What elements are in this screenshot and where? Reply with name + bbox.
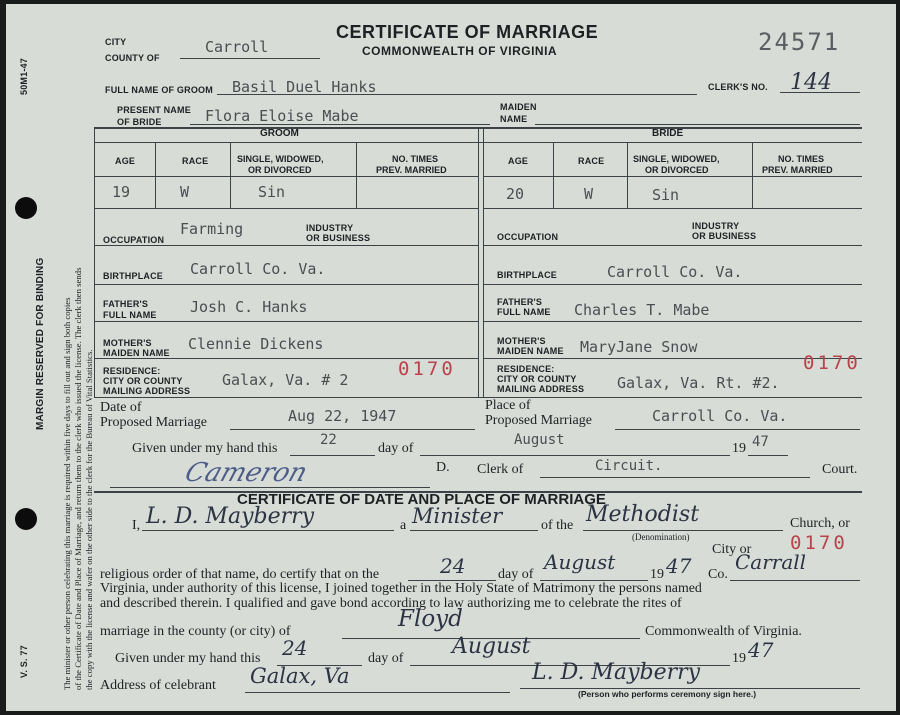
maiden-label-2: NAME bbox=[500, 114, 528, 124]
maiden-label-1: MAIDEN bbox=[500, 102, 537, 112]
officiant-denomination-line bbox=[583, 530, 783, 531]
co-label: Co. bbox=[708, 567, 728, 582]
bride-header-line bbox=[483, 176, 862, 177]
groom-col-age: AGE bbox=[115, 156, 136, 166]
side-instruction-2: of the Certificate of Date and Place of Marriage, and return them to the clerk who issued the license. The clerk then sends bbox=[73, 267, 83, 690]
bride-col-race: RACE bbox=[578, 156, 605, 166]
bride-race: W bbox=[584, 185, 594, 203]
section-label-line bbox=[94, 142, 862, 143]
officiant-given-text: Given under my hand this bbox=[115, 651, 261, 666]
groom-status: Sin bbox=[258, 183, 286, 201]
groom-occupation-label: OCCUPATION bbox=[103, 235, 165, 245]
table-center-divider-2 bbox=[483, 127, 484, 397]
clerk-of-label: Clerk of bbox=[477, 462, 524, 477]
city-label: CITY bbox=[105, 37, 127, 47]
proposed-place: Carroll Co. Va. bbox=[652, 407, 788, 425]
groom-birthplace-line bbox=[94, 284, 478, 285]
bride-residence-label-3: MAILING ADDRESS bbox=[497, 384, 585, 394]
sign-here-note: (Person who performs ceremony sign here.) bbox=[578, 689, 757, 699]
side-instruction-1: The minister or other person celebrating this marriage is required within five days to fill out and sign both copies bbox=[62, 297, 72, 690]
groom-industry-label-1: INDUSTRY bbox=[306, 223, 354, 233]
proposed-place-label-1: Place of bbox=[485, 398, 531, 413]
officiant-given-day: 24 bbox=[282, 636, 308, 660]
clerks-no-value: 144 bbox=[790, 70, 832, 95]
officiant-role: Minister bbox=[412, 504, 503, 528]
proposed-place-label-2: Proposed Marriage bbox=[485, 413, 592, 428]
groom-name-value: Basil Duel Hanks bbox=[232, 78, 377, 96]
bride-col-times-2: PREV. MARRIED bbox=[762, 165, 833, 175]
bride-section-label: BRIDE bbox=[652, 128, 684, 139]
bride-father-label-2: FULL NAME bbox=[497, 307, 551, 317]
groom-residence-label-3: MAILING ADDRESS bbox=[103, 386, 191, 396]
officiant-denomination: Methodist bbox=[586, 502, 700, 527]
groom-col-div-1 bbox=[155, 142, 156, 208]
city-or-label: City or bbox=[712, 542, 752, 557]
groom-values-line bbox=[94, 208, 478, 209]
groom-birthplace: Carroll Co. Va. bbox=[190, 260, 326, 278]
binding-hole-top bbox=[15, 197, 37, 219]
denomination-label: (Denomination) bbox=[632, 532, 690, 542]
bride-col-div-3 bbox=[752, 142, 753, 208]
bride-birthplace: Carroll Co. Va. bbox=[607, 263, 743, 281]
officiant-name-line bbox=[142, 530, 394, 531]
officiant-section-title: CERTIFICATE OF DATE AND PLACE OF MARRIAGE bbox=[237, 491, 606, 508]
groom-name-label: FULL NAME OF GROOM bbox=[105, 85, 213, 95]
celebrant-address: Galax, Va bbox=[250, 664, 350, 688]
bride-col-div-1 bbox=[553, 142, 554, 208]
margin-note: MARGIN RESERVED FOR BINDING bbox=[35, 257, 46, 430]
table-left-edge bbox=[94, 127, 95, 397]
address-line bbox=[245, 692, 510, 693]
qualified-text: and described therein. I qualified and gave bond according to law authorizing me to celebrate the rites of bbox=[100, 596, 682, 611]
bride-father: Charles T. Mabe bbox=[574, 301, 710, 319]
groom-age: 19 bbox=[112, 183, 131, 201]
officiant-county-line bbox=[730, 580, 860, 581]
officiant-of-the: of the bbox=[541, 518, 574, 533]
given-day-of: day of bbox=[378, 441, 414, 456]
proposed-place-line bbox=[615, 429, 860, 430]
groom-col-status-1: SINGLE, WIDOWED, bbox=[237, 154, 324, 164]
groom-father-line bbox=[94, 321, 478, 322]
groom-father: Josh C. Hanks bbox=[190, 298, 308, 316]
clerk-suffix: D. bbox=[436, 460, 450, 475]
officiant-given-year: 47 bbox=[748, 638, 774, 662]
clerk-signature-line bbox=[110, 487, 430, 488]
bride-mother-label-2: MAIDEN NAME bbox=[497, 346, 564, 356]
bride-mother-label-1: MOTHER'S bbox=[497, 336, 546, 346]
given-month-line bbox=[420, 455, 730, 456]
groom-birthplace-label: BIRTHPLACE bbox=[103, 271, 163, 281]
officiant-given-day-of: day of bbox=[368, 651, 404, 666]
groom-occupation-line bbox=[94, 245, 478, 246]
officiant-day-of: day of bbox=[498, 567, 534, 582]
officiant-stamp-number: 0170 bbox=[790, 532, 848, 554]
bride-father-label-1: FATHER'S bbox=[497, 297, 543, 307]
groom-father-label-2: FULL NAME bbox=[103, 310, 157, 320]
groom-mother: Clennie Dickens bbox=[188, 335, 324, 353]
given-text: Given under my hand this bbox=[132, 441, 278, 456]
certificate-number: 24571 bbox=[758, 28, 841, 56]
groom-col-div-3 bbox=[356, 142, 357, 208]
groom-col-div-2 bbox=[230, 142, 231, 208]
groom-col-times-1: NO. TIMES bbox=[392, 154, 439, 164]
clerk-signature: Cameron bbox=[181, 458, 312, 488]
officiant-month: August bbox=[544, 550, 616, 574]
bride-birthplace-label: BIRTHPLACE bbox=[497, 270, 557, 280]
bride-stamp-number: 0170 bbox=[803, 352, 861, 374]
officiant-day: 24 bbox=[440, 554, 466, 578]
certificate-title: CERTIFICATE OF MARRIAGE bbox=[336, 22, 599, 42]
groom-col-times-2: PREV. MARRIED bbox=[376, 165, 447, 175]
officiant-county: Carrall bbox=[735, 550, 807, 574]
proposed-date-line bbox=[230, 429, 475, 430]
officiant-year: 47 bbox=[666, 554, 692, 578]
groom-section-label: GROOM bbox=[260, 128, 299, 139]
bride-residence-label-2: CITY OR COUNTY bbox=[497, 374, 577, 384]
bride-col-times-1: NO. TIMES bbox=[778, 154, 825, 164]
bride-status: Sin bbox=[652, 186, 680, 204]
bride-col-status-2: OR DIVORCED bbox=[645, 165, 709, 175]
bride-values-line bbox=[483, 208, 862, 209]
county-value: Carroll bbox=[205, 38, 269, 56]
binding-hole-bottom bbox=[15, 508, 37, 530]
bride-name-label-2: OF BRIDE bbox=[117, 117, 162, 127]
maiden-line bbox=[535, 124, 860, 125]
officiant-given-year-prefix: 19 bbox=[732, 651, 746, 666]
county-line bbox=[180, 58, 320, 59]
bride-name-value: Flora Eloise Mabe bbox=[205, 107, 359, 125]
certificate-subtitle: COMMONWEALTH OF VIRGINIA bbox=[362, 44, 558, 58]
marriage-county: Floyd bbox=[398, 606, 463, 632]
bride-birthplace-line bbox=[483, 284, 862, 285]
groom-mother-label-1: MOTHER'S bbox=[103, 338, 152, 348]
groom-mother-label-2: MAIDEN NAME bbox=[103, 348, 170, 358]
clerk-court-value: Circuit. bbox=[595, 458, 663, 474]
given-year-line bbox=[748, 455, 788, 456]
officiant-a-label: a bbox=[400, 518, 407, 533]
officiant-year-prefix: 19 bbox=[650, 567, 664, 582]
court-label: Court. bbox=[822, 462, 858, 477]
groom-residence-label-2: CITY OR COUNTY bbox=[103, 376, 183, 386]
bride-name-label-1: PRESENT NAME bbox=[117, 105, 191, 115]
address-label: Address of celebrant bbox=[100, 678, 216, 693]
bride-father-line bbox=[483, 321, 862, 322]
groom-header-line bbox=[94, 176, 478, 177]
given-day: 22 bbox=[320, 432, 337, 448]
marriage-county-text: marriage in the county (or city) of bbox=[100, 624, 291, 639]
given-month: August bbox=[514, 432, 565, 448]
officiant-name: L. D. Mayberry bbox=[146, 504, 315, 529]
side-instruction-3: the copy with the license and wafer on the other side to the clerk for the Bureau of Vital Statistics. bbox=[84, 349, 94, 690]
bride-occupation-label: OCCUPATION bbox=[497, 232, 559, 242]
given-year: 47 bbox=[752, 434, 769, 450]
given-day-line bbox=[290, 455, 375, 456]
officiant-given-month: August bbox=[452, 634, 531, 659]
proposed-date: Aug 22, 1947 bbox=[288, 407, 397, 425]
groom-col-race: RACE bbox=[182, 156, 209, 166]
bride-occupation-line bbox=[483, 245, 862, 246]
groom-race: W bbox=[180, 183, 190, 201]
given-year-prefix: 19 bbox=[732, 441, 746, 456]
table-bottom-line bbox=[94, 397, 862, 398]
bride-col-div-2 bbox=[627, 142, 628, 208]
commonwealth-text: Commonwealth of Virginia. bbox=[645, 624, 802, 639]
proposed-date-label-2: Proposed Marriage bbox=[100, 415, 207, 430]
county-label: COUNTY OF bbox=[105, 53, 160, 63]
table-center-divider bbox=[478, 127, 479, 397]
groom-stamp-number: 0170 bbox=[398, 358, 456, 380]
groom-residence: Galax, Va. # 2 bbox=[222, 371, 349, 389]
bride-industry-label-2: OR BUSINESS bbox=[692, 231, 757, 241]
vs-code: V. S. 77 bbox=[19, 645, 29, 678]
bride-col-age: AGE bbox=[508, 156, 529, 166]
groom-industry-label-2: OR BUSINESS bbox=[306, 233, 371, 243]
bride-residence: Galax, Va. Rt. #2. bbox=[617, 374, 780, 392]
bride-age: 20 bbox=[506, 185, 525, 203]
church-or-label: Church, or bbox=[790, 516, 850, 531]
bride-col-status-1: SINGLE, WIDOWED, bbox=[633, 154, 720, 164]
religious-order-text: religious order of that name, do certify that on the bbox=[100, 567, 380, 582]
officiant-role-line bbox=[410, 530, 538, 531]
bride-residence-label-1: RESIDENCE: bbox=[497, 364, 555, 374]
bride-industry-label-1: INDUSTRY bbox=[692, 221, 740, 231]
officiant-i-label: I, bbox=[132, 518, 141, 533]
groom-occupation: Farming bbox=[180, 220, 244, 238]
groom-father-label-1: FATHER'S bbox=[103, 299, 149, 309]
bride-mother: MaryJane Snow bbox=[580, 338, 698, 356]
proposed-date-label-1: Date of bbox=[100, 400, 142, 415]
virginia-authority-text: Virginia, under authority of this license, I joined together in the Holy State of Matrimony the persons named bbox=[100, 581, 702, 596]
clerk-court-line bbox=[540, 477, 810, 478]
form-code: 50M1-47 bbox=[19, 58, 29, 95]
clerks-no-label: CLERK'S NO. bbox=[708, 82, 768, 92]
groom-residence-label-1: RESIDENCE: bbox=[103, 366, 161, 376]
groom-col-status-2: OR DIVORCED bbox=[248, 165, 312, 175]
celebrant-signature: L. D. Mayberry bbox=[532, 660, 701, 685]
